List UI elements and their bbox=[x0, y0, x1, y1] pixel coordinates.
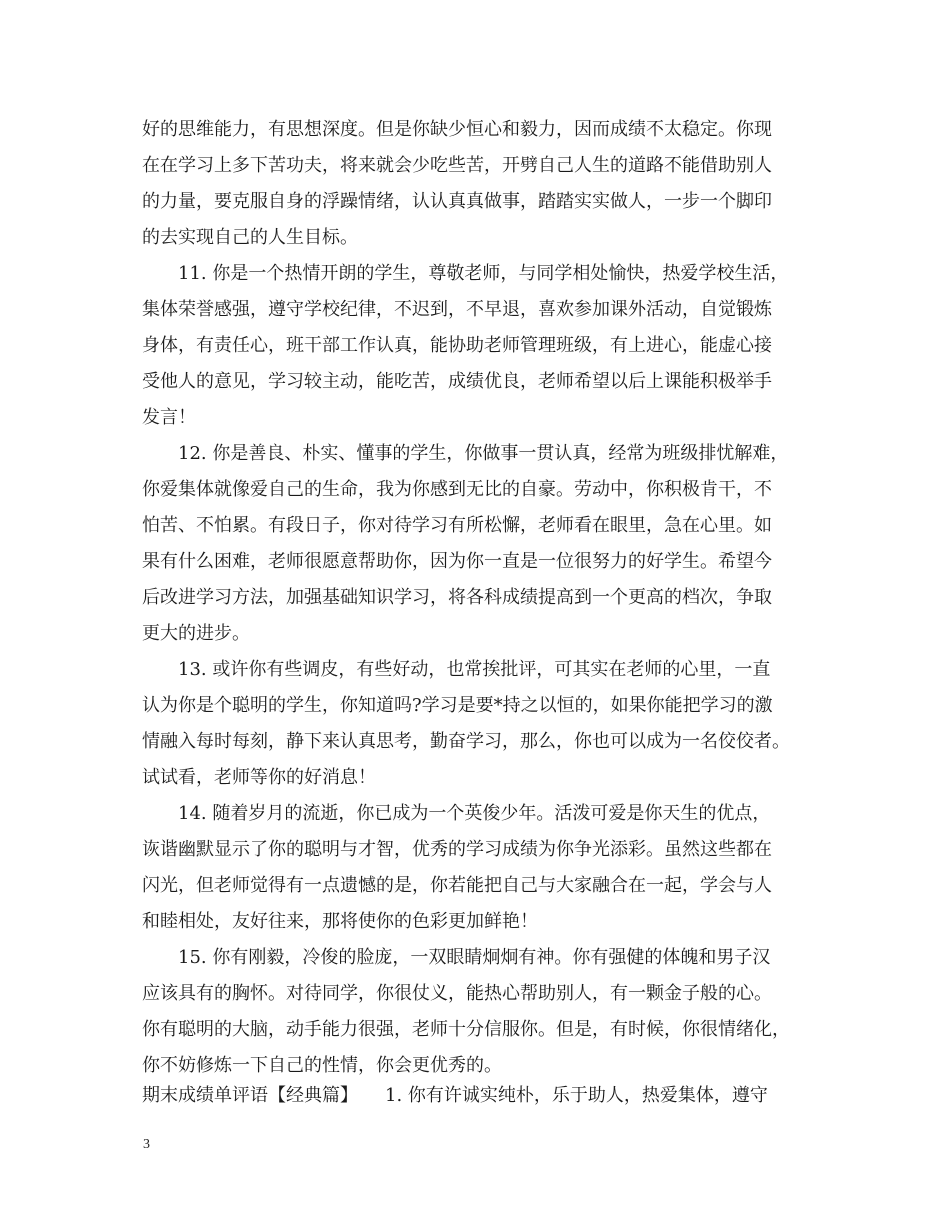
paragraph-11-start: 11. 你是一个热情开朗的学生，尊敬老师，与同学相处愉快，热爱学校生活， bbox=[178, 263, 789, 284]
paragraph-14-start: 14. 随着岁月的流逝，你已成为一个英俊少年。活泼可爱是你天生的优点， bbox=[178, 803, 771, 824]
text-line: 受他人的意见，学习较主动，能吃苦，成绩优良，老师希望以后上课能积极举手 bbox=[142, 371, 772, 392]
text-line: 你不妨修炼一下自己的性情，你会更优秀的。 bbox=[142, 1055, 502, 1076]
text-line: 集体荣誉感强，遵守学校纪律，不迟到，不早退，喜欢参加课外活动，自觉锻炼 bbox=[142, 299, 772, 320]
text-line: 怕苦、不怕累。有段日子，你对待学习有所松懈，老师看在眼里，急在心里。如 bbox=[142, 515, 772, 536]
text-line: 和睦相处，友好往来，那将使你的色彩更加鲜艳！ bbox=[142, 911, 538, 932]
text-line: 闪光，但老师觉得有一点遗憾的是，你若能把自己与大家融合在一起，学会与人 bbox=[142, 875, 772, 896]
text-line: 你有聪明的大脑，动手能力很强，老师十分信服你。但是，有时候，你很情绪化， bbox=[142, 1019, 790, 1040]
text-line: 试试看，老师等你的好消息！ bbox=[142, 767, 376, 788]
text-line: 认为你是个聪明的学生，你知道吗?学习是要*持之以恒的，如果你能把学习的激 bbox=[142, 695, 773, 716]
text-line: 应该具有的胸怀。对待同学，你很仗义，能热心帮助别人，有一颗金子般的心。 bbox=[142, 983, 772, 1004]
text-line: 在在学习上多下苦功夫，将来就会少吃些苦，开劈自己人生的道路不能借助别人 bbox=[142, 155, 772, 176]
text-line: 情融入每时每刻，静下来认真思考，勤奋学习，那么，你也可以成为一名佼佼者。 bbox=[142, 731, 790, 752]
text-line: 发言！ bbox=[142, 407, 196, 428]
paragraph-15-start: 15. 你有刚毅，冷俊的脸庞，一双眼睛炯炯有神。你有强健的体魄和男子汉 bbox=[178, 947, 771, 968]
paragraph-13-start: 13. 或许你有些调皮，有些好动，也常挨批评，可其实在老师的心里，一直 bbox=[178, 659, 771, 680]
paragraph-12-start: 12. 你是善良、朴实、懂事的学生，你做事一贯认真，经常为班级排忧解难， bbox=[178, 443, 789, 464]
text-line: 更大的进步。 bbox=[142, 623, 250, 644]
text-line: 诙谐幽默显示了你的聪明与才智，优秀的学习成绩为你争光添彩。虽然这些都在 bbox=[142, 839, 772, 860]
text-line: 好的思维能力，有思想深度。但是你缺少恒心和毅力，因而成绩不太稳定。你现 bbox=[142, 119, 772, 140]
text-line: 的力量，要克服自身的浮躁情绪，认认真真做事，踏踏实实做人，一步一个脚印 bbox=[142, 191, 772, 212]
section-heading-line: 期末成绩单评语【经典篇】 1. 你有许诚实纯朴，乐于助人，热爱集体，遵守 bbox=[142, 1085, 768, 1106]
text-line: 的去实现自己的人生目标。 bbox=[142, 227, 358, 248]
page-number: 3 bbox=[143, 1137, 150, 1152]
text-line: 果有什么困难，老师很愿意帮助你，因为你一直是一位很努力的好学生。希望今 bbox=[142, 551, 772, 572]
text-line: 身体，有责任心，班干部工作认真，能协助老师管理班级，有上进心，能虚心接 bbox=[142, 335, 772, 356]
text-line: 后改进学习方法，加强基础知识学习，将各科成绩提高到一个更高的档次，争取 bbox=[142, 587, 772, 608]
text-line: 你爱集体就像爱自己的生命，我为你感到无比的自豪。劳动中，你积极肯干，不 bbox=[142, 479, 772, 500]
